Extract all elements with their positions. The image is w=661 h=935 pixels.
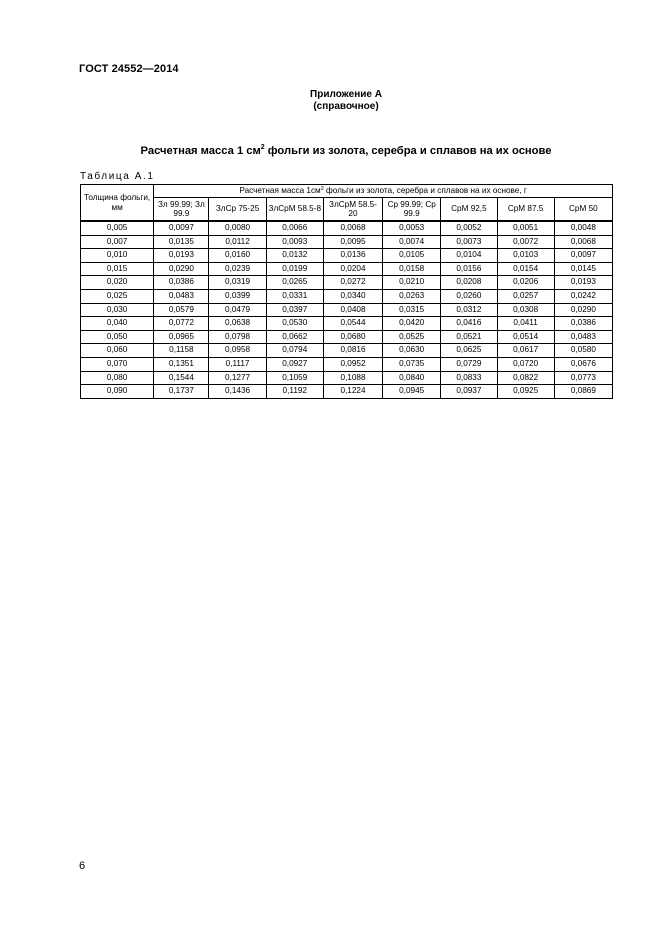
mass-cell: 0,1059 <box>266 371 323 385</box>
mass-cell: 0,1158 <box>154 344 209 358</box>
mass-cell: 0,0052 <box>441 221 497 235</box>
column-header: Ср 99.99; Ср 99.9 <box>383 198 441 222</box>
table-row <box>81 235 613 249</box>
mass-cell: 0,0579 <box>154 303 209 317</box>
thickness-cell: 0,020 <box>81 276 154 290</box>
mass-cell: 0,0199 <box>266 262 323 276</box>
mass-cell: 0,0521 <box>441 330 497 344</box>
column-header: ЗлСр 75-25 <box>209 198 266 222</box>
mass-cell: 0,0048 <box>554 221 612 235</box>
mass-cell: 0,0833 <box>441 371 497 385</box>
table-row <box>81 357 613 371</box>
mass-cell: 0,0272 <box>323 276 382 290</box>
mass-cell: 0,0530 <box>266 317 323 331</box>
mass-cell: 0,0798 <box>209 330 266 344</box>
mass-cell: 0,0729 <box>441 357 497 371</box>
document-header: ГОСТ 24552—2014 <box>79 63 179 75</box>
mass-cell: 0,0416 <box>441 317 497 331</box>
title-superscript: 2 <box>260 144 265 151</box>
thickness-cell: 0,060 <box>81 344 154 358</box>
thickness-cell: 0,010 <box>81 249 154 263</box>
mass-cell: 0,0822 <box>497 371 554 385</box>
mass-cell: 0,0411 <box>497 317 554 331</box>
mass-cell: 0,0386 <box>554 317 612 331</box>
table-row <box>81 330 613 344</box>
mass-cell: 0,0773 <box>554 371 612 385</box>
mass-cell: 0,0158 <box>383 262 441 276</box>
mass-cell: 0,0312 <box>441 303 497 317</box>
mass-cell: 0,0206 <box>497 276 554 290</box>
column-header: Зл 99.99; Зл 99.9 <box>154 198 209 222</box>
column-header-row <box>81 198 613 222</box>
mass-cell: 0,0479 <box>209 303 266 317</box>
thickness-cell: 0,040 <box>81 317 154 331</box>
mass-cell: 0,0132 <box>266 249 323 263</box>
mass-cell: 0,0053 <box>383 221 441 235</box>
mass-cell: 0,1436 <box>209 385 266 399</box>
mass-cell: 0,0104 <box>441 249 497 263</box>
mass-cell: 0,0068 <box>554 235 612 249</box>
mass-cell: 0,0145 <box>554 262 612 276</box>
mass-table <box>80 184 613 399</box>
mass-cell: 0,0408 <box>323 303 382 317</box>
mass-cell: 0,0420 <box>383 317 441 331</box>
mass-cell: 0,0263 <box>383 289 441 303</box>
mass-cell: 0,0074 <box>383 235 441 249</box>
appendix-heading <box>0 89 661 113</box>
table-row <box>81 303 613 317</box>
table-row <box>81 385 613 399</box>
mass-cell: 0,0204 <box>323 262 382 276</box>
page-number: 6 <box>79 860 86 872</box>
mass-cell: 0,0580 <box>554 344 612 358</box>
thickness-header: Толщина фольги, мм <box>81 185 154 222</box>
table-row <box>81 262 613 276</box>
mass-cell: 0,0260 <box>441 289 497 303</box>
mass-cell: 0,0331 <box>266 289 323 303</box>
mass-cell: 0,0638 <box>209 317 266 331</box>
mass-cell: 0,0483 <box>154 289 209 303</box>
table-row <box>81 289 613 303</box>
table-body <box>81 221 613 398</box>
mass-cell: 0,0680 <box>323 330 382 344</box>
mass-cell: 0,0625 <box>441 344 497 358</box>
mass-cell: 0,0662 <box>266 330 323 344</box>
thickness-cell: 0,030 <box>81 303 154 317</box>
mass-cell: 0,0097 <box>554 249 612 263</box>
thickness-cell: 0,015 <box>81 262 154 276</box>
mass-cell: 0,0066 <box>266 221 323 235</box>
thickness-cell: 0,007 <box>81 235 154 249</box>
column-header: ЗлСрМ 58.5-20 <box>323 198 382 222</box>
column-header: СрМ 50 <box>554 198 612 222</box>
mass-cell: 0,0239 <box>209 262 266 276</box>
mass-cell: 0,0154 <box>497 262 554 276</box>
mass-cell: 0,0319 <box>209 276 266 290</box>
mass-cell: 0,0397 <box>266 303 323 317</box>
thickness-cell: 0,090 <box>81 385 154 399</box>
mass-cell: 0,0816 <box>323 344 382 358</box>
mass-cell: 0,0160 <box>209 249 266 263</box>
mass-cell: 0,0525 <box>383 330 441 344</box>
mass-cell: 0,0544 <box>323 317 382 331</box>
mass-cell: 0,0308 <box>497 303 554 317</box>
mass-cell: 0,0340 <box>323 289 382 303</box>
column-header: ЗлСрМ 58.5-8 <box>266 198 323 222</box>
mass-cell: 0,0290 <box>154 262 209 276</box>
table-row <box>81 317 613 331</box>
title-text-end: фольги из золота, серебра и сплавов на их основе <box>264 145 552 157</box>
thickness-cell: 0,050 <box>81 330 154 344</box>
mass-cell: 0,0112 <box>209 235 266 249</box>
mass-cell: 0,0080 <box>209 221 266 235</box>
thickness-cell: 0,080 <box>81 371 154 385</box>
mass-cell: 0,0965 <box>154 330 209 344</box>
mass-cell: 0,0514 <box>497 330 554 344</box>
mass-cell: 0,0937 <box>441 385 497 399</box>
mass-cell: 0,0103 <box>497 249 554 263</box>
mass-cell: 0,0772 <box>154 317 209 331</box>
mass-cell: 0,1351 <box>154 357 209 371</box>
thickness-cell: 0,005 <box>81 221 154 235</box>
mass-cell: 0,0097 <box>154 221 209 235</box>
mass-cell: 0,0630 <box>383 344 441 358</box>
mass-cell: 0,0840 <box>383 371 441 385</box>
group-header-end: фольги из золота, серебра и сплавов на их основе, г <box>323 186 527 196</box>
column-header: СрМ 87.5 <box>497 198 554 222</box>
mass-cell: 0,0095 <box>323 235 382 249</box>
mass-cell: 0,0735 <box>383 357 441 371</box>
mass-cell: 0,0720 <box>497 357 554 371</box>
mass-cell: 0,0617 <box>497 344 554 358</box>
mass-cell: 0,0265 <box>266 276 323 290</box>
thickness-cell: 0,025 <box>81 289 154 303</box>
group-header-superscript: 2 <box>320 186 324 193</box>
appendix-title: Приложение А <box>310 89 382 100</box>
mass-cell: 0,0073 <box>441 235 497 249</box>
mass-cell: 0,1737 <box>154 385 209 399</box>
mass-cell: 0,0483 <box>554 330 612 344</box>
mass-cell: 0,0257 <box>497 289 554 303</box>
mass-cell: 0,0242 <box>554 289 612 303</box>
mass-cell: 0,0208 <box>441 276 497 290</box>
mass-cell: 0,0105 <box>383 249 441 263</box>
mass-cell: 0,0927 <box>266 357 323 371</box>
group-header-start: Расчетная масса 1см <box>239 186 321 196</box>
mass-cell: 0,0869 <box>554 385 612 399</box>
mass-cell: 0,1192 <box>266 385 323 399</box>
table-row <box>81 249 613 263</box>
table-row <box>81 276 613 290</box>
mass-cell: 0,1544 <box>154 371 209 385</box>
mass-cell: 0,0925 <box>497 385 554 399</box>
column-header: СрМ 92,5 <box>441 198 497 222</box>
mass-cell: 0,0676 <box>554 357 612 371</box>
mass-cell: 0,0945 <box>383 385 441 399</box>
mass-cell: 0,0135 <box>154 235 209 249</box>
mass-cell: 0,0290 <box>554 303 612 317</box>
mass-cell: 0,1224 <box>323 385 382 399</box>
table-row <box>81 371 613 385</box>
title-text-start: Расчетная масса 1 см <box>140 145 261 157</box>
table-header-row <box>81 185 613 198</box>
mass-cell: 0,0072 <box>497 235 554 249</box>
mass-cell: 0,0136 <box>323 249 382 263</box>
table-row <box>81 221 613 235</box>
document-title <box>0 145 661 157</box>
mass-cell: 0,0794 <box>266 344 323 358</box>
appendix-note: (справочное) <box>313 101 379 112</box>
mass-cell: 0,0315 <box>383 303 441 317</box>
mass-cell: 0,0210 <box>383 276 441 290</box>
mass-cell: 0,0399 <box>209 289 266 303</box>
mass-cell: 0,0952 <box>323 357 382 371</box>
mass-cell: 0,0068 <box>323 221 382 235</box>
mass-cell: 0,1277 <box>209 371 266 385</box>
thickness-cell: 0,070 <box>81 357 154 371</box>
mass-cell: 0,0093 <box>266 235 323 249</box>
mass-cell: 0,0156 <box>441 262 497 276</box>
mass-cell: 0,0193 <box>554 276 612 290</box>
mass-cell: 0,0958 <box>209 344 266 358</box>
mass-cell: 0,1088 <box>323 371 382 385</box>
table-row <box>81 344 613 358</box>
group-header <box>154 185 613 198</box>
mass-cell: 0,1117 <box>209 357 266 371</box>
mass-cell: 0,0051 <box>497 221 554 235</box>
table-caption: Таблица А.1 <box>80 171 155 182</box>
mass-cell: 0,0193 <box>154 249 209 263</box>
mass-cell: 0,0386 <box>154 276 209 290</box>
